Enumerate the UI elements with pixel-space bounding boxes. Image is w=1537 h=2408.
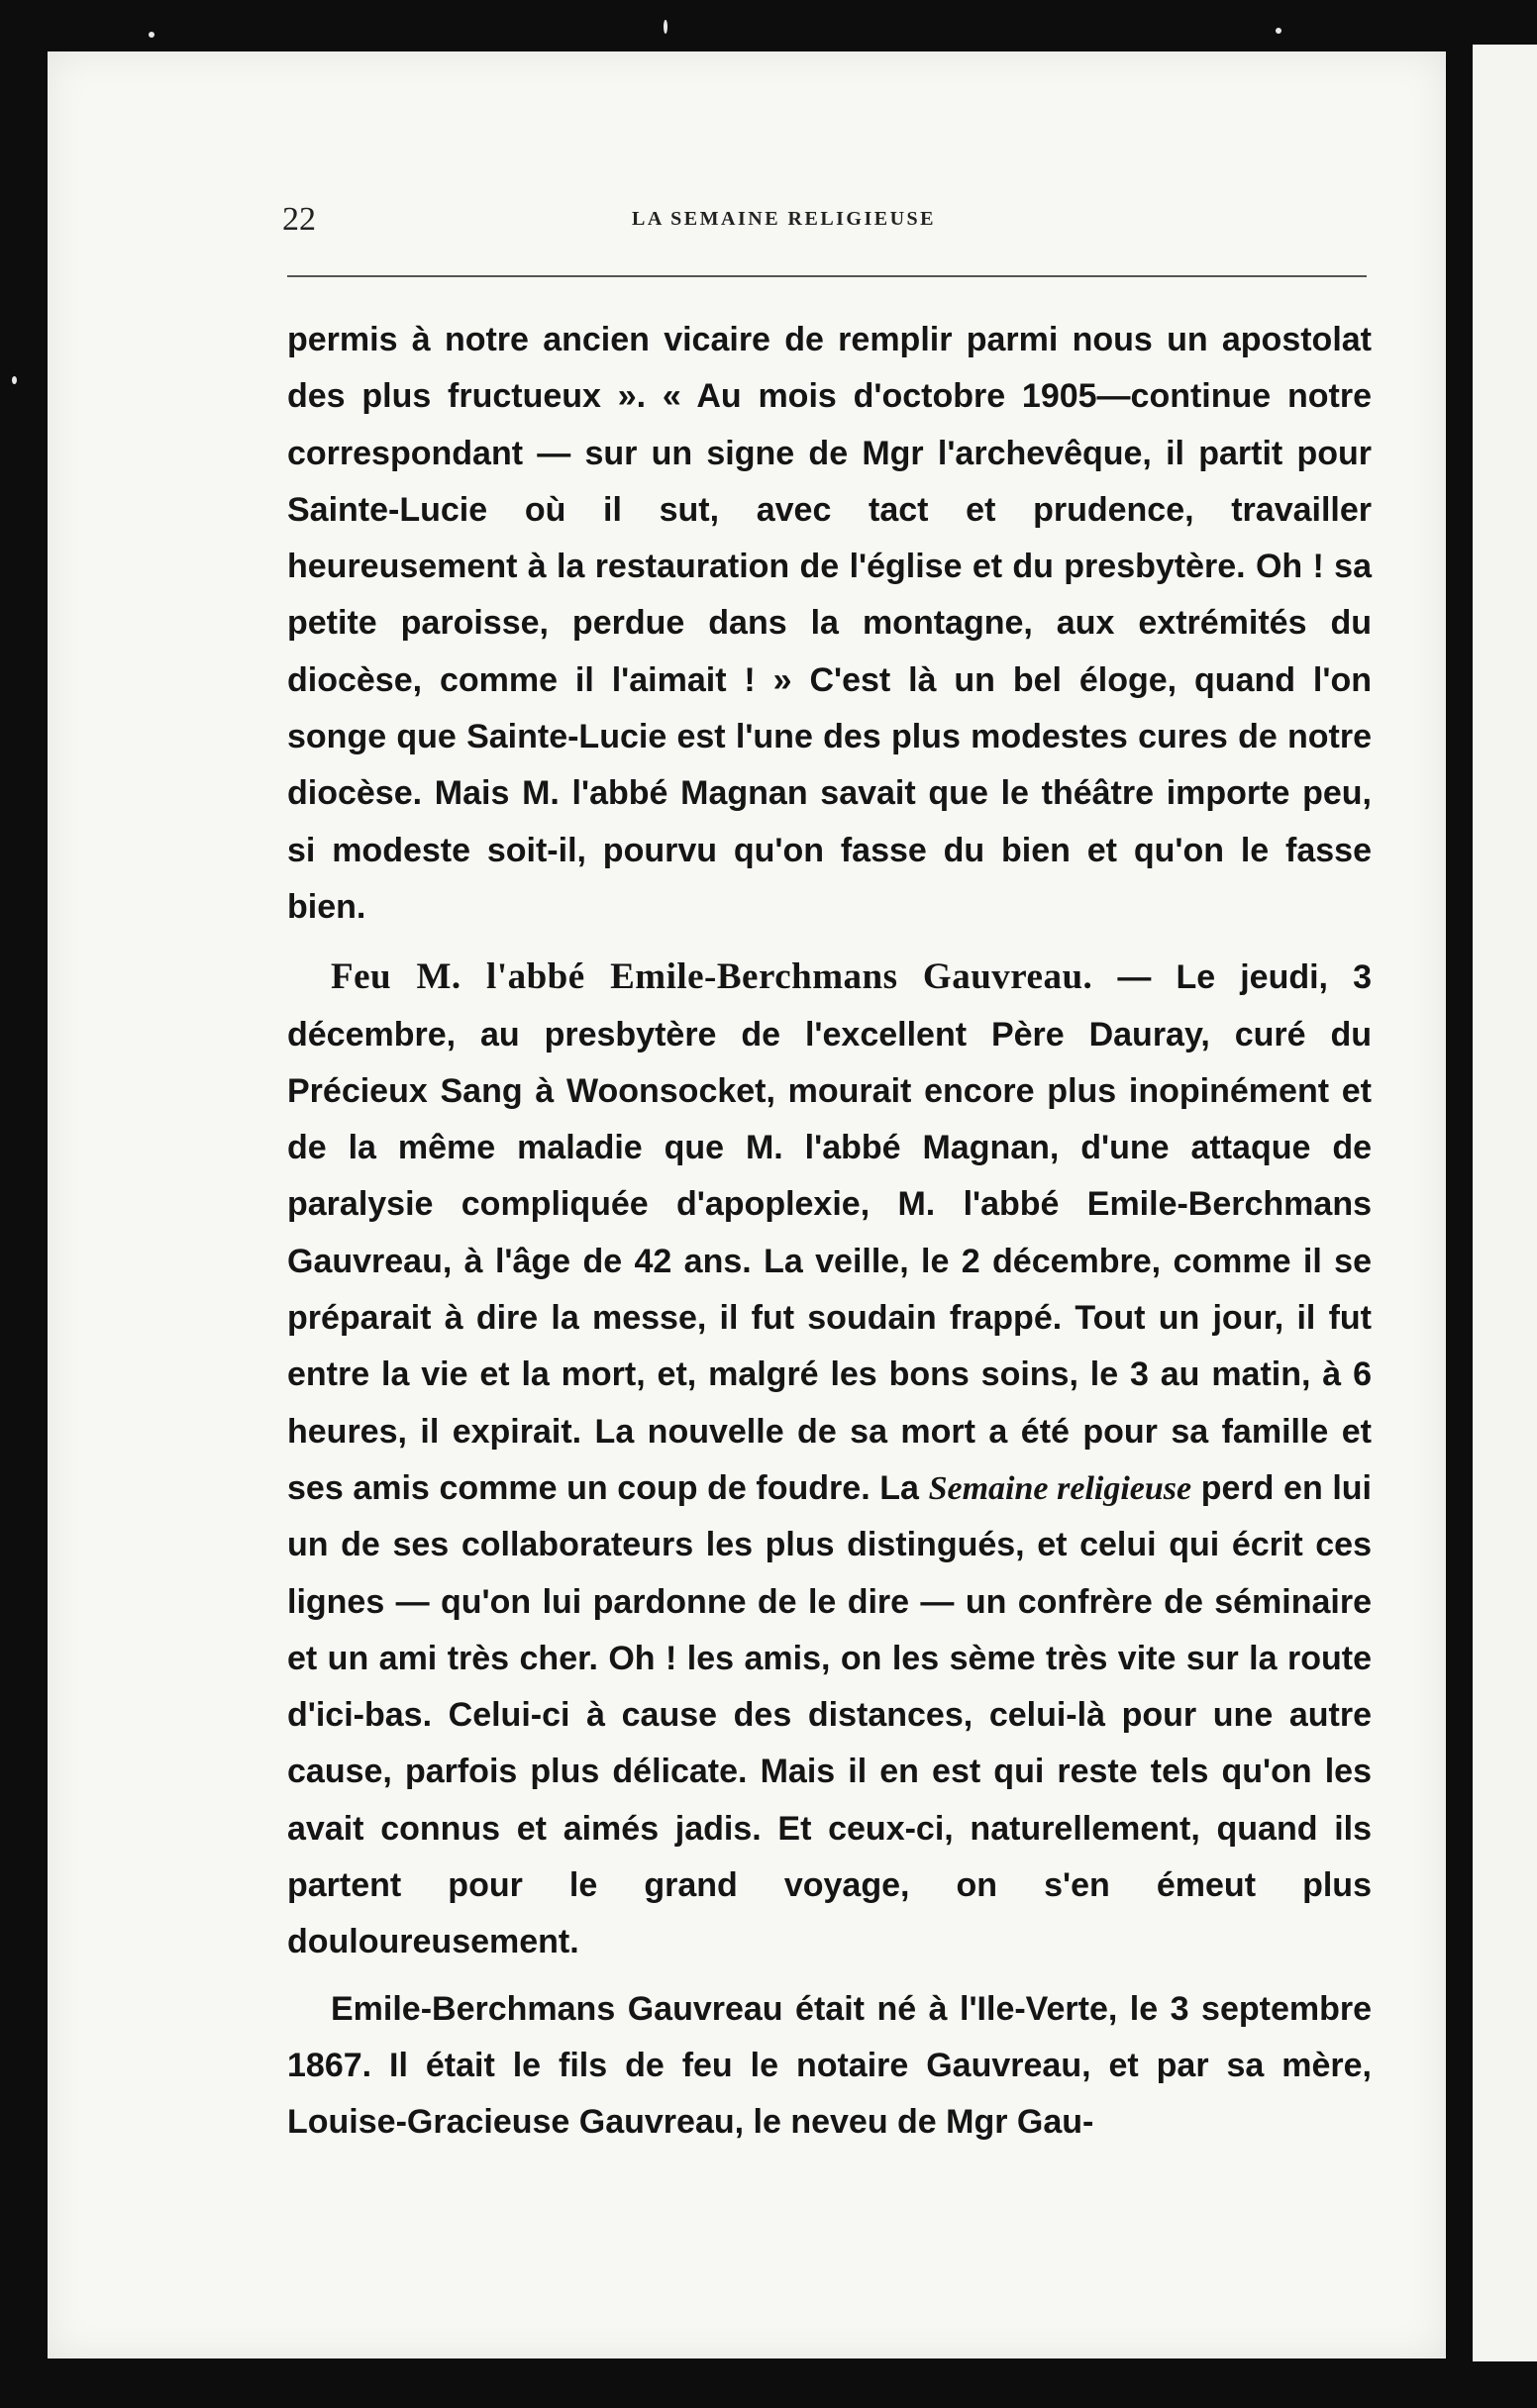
scan-speck — [1276, 28, 1281, 34]
paragraph — [287, 949, 1372, 1970]
scan-speck — [12, 376, 17, 384]
paragraph: permis à notre ancien vicaire de remplir parmi nous un apostolat des plus fructueux ». « Au mois d'octobre 1905—continue notre correspondant — sur un signe de Mgr l'archevêque, il partit pour Sainte-Lucie où il sut, avec tact et prudence, travailler heureusement à la restauration de l'église et du presbytère. Oh ! sa petite paroisse, perdue dans la montagne, aux extrémités du diocèse, comme il l'aimait ! » C'est là un bel éloge, quand l'on songe que Sainte-Lucie est l'une des plus modestes cures de notre diocèse. Mais M. l'abbé Magnan savait que le théâtre importe peu, si modeste soit-il, pourvu qu'on fasse du bien et qu'on le fasse bien. — [287, 321, 1372, 926]
italic-title: Semaine religieuse — [928, 1469, 1192, 1507]
running-title: LA SEMAINE RELIGIEUSE — [632, 208, 937, 230]
paragraph-text: perd en lui un de ses collaborateurs les plus distingués, et celui qui écrit ces lignes — qu'on lui pardonne de le dire — un confrère de séminaire et un ami très cher. Oh ! les amis, on les sème très vite sur la route d'ici-bas. Celui-ci à cause des distances, celui-là pour une autre cause, parfois plus délicate. Mais il en est qui reste tels qu'on les avait connus et aimés jadis. Et ceux-ci, naturellement, quand ils partent pour le grand voyage, on s'en émeut plus douloureusement. — [287, 1468, 1373, 1961]
paragraph: Emile-Berchmans Gauvreau était né à l'Ile-Verte, le 3 septembre 1867. Il était le fils de feu le notaire Gauvreau, et par sa mère, Louise-Gracieuse Gauvreau, le neveu de Mgr Gau- — [287, 1989, 1372, 2142]
section-heading: Feu M. l'abbé Emile-Berchmans Gauvreau. — [331, 956, 1093, 998]
adjacent-page-edge — [1473, 45, 1537, 2361]
running-head — [238, 201, 1377, 241]
header-rule — [287, 275, 1367, 277]
scan-speck — [149, 32, 154, 38]
paragraph-text: — Le jeudi, 3 décembre, au presbytère de l'excellent Père Dauray, curé du Précieux Sang à Woonsocket, mourait encore plus inopinément et de la même maladie que M. l'abbé Magnan, d'une attaque de paralysie compliquée d'apoplexie, M. l'abbé Emile-Berchmans Gauvreau, à l'âge de 42 ans. La veille, le 2 décembre, comme il se préparait à dire la messe, il fut soudain frappé. Tout un jour, il fut entre la vie et la mort, et, malgré les bons soins, le 3 au matin, à 6 heures, il expirait. La nouvelle de sa mort a été pour sa famille et ses amis comme un coup de foudre. La — [287, 958, 1372, 1507]
article-body — [287, 312, 1372, 2152]
page-number: 22 — [282, 201, 316, 238]
scan-speck — [664, 20, 667, 34]
